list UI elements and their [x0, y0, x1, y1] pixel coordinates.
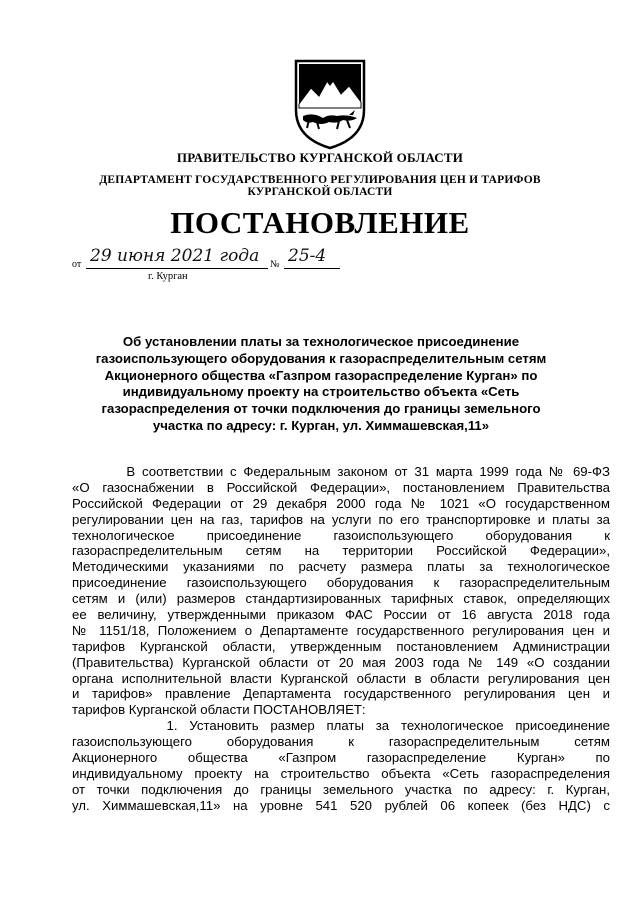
subject-line: газораспределения от точки подключения до границы земельного — [101, 401, 541, 417]
date-underline — [86, 268, 268, 269]
subject-line: индивидуальному проекту на строительство объекта «Сеть — [122, 384, 520, 400]
coat-of-arms-icon — [293, 58, 367, 150]
number-label: № — [270, 259, 280, 270]
document-type-title: ПОСТАНОВЛЕНИЕ — [170, 205, 470, 240]
body-line: № 1151/18, Положением о Департаменте государственного регулирования цен и — [72, 622, 610, 638]
handwritten-date: 29 июня 2021 года — [90, 246, 260, 266]
number-underline — [284, 268, 340, 269]
body-line: Российской Федерации от 29 декабря 2000 года № 1021 «О государственном — [72, 495, 610, 511]
subject-line: участка по адресу: г. Курган, ул. Химмашевская,11» — [152, 417, 490, 433]
document-body — [72, 464, 618, 814]
body-line: Методическими указаниями по расчету размера платы за технологическое — [72, 559, 610, 575]
body-line: газоиспользующего оборудования к газораспределительным сетям — [72, 734, 610, 750]
body-line: индивидуальному проекту на строительство объекта «Сеть газораспределения — [72, 765, 610, 781]
body-line: (Правительства) Курганской области от 20 мая 2003 года № 149 «О создании — [72, 654, 610, 670]
government-name: ПРАВИТЕЛЬСТВО КУРГАНСКОЙ ОБЛАСТИ — [176, 150, 464, 165]
date-number-line — [72, 246, 372, 286]
subject-line: Об установлении платы за технологическое присоединение — [122, 334, 520, 349]
body-line: органа исполнительной власти Курганской области в области регулирования цен — [72, 670, 610, 686]
body-line: газораспределительным сетям на территории Российской Федерации», — [72, 543, 610, 559]
city-label: г. Курган — [148, 271, 188, 282]
body-line: сетям и (или) размеров стандартизированных тарифных ставок, определяющих — [72, 591, 610, 607]
date-from-label: от — [72, 259, 82, 270]
document-subject — [72, 334, 570, 435]
body-line: ул. Химмашевская,11» на уровне 541 520 рублей 06 копеек (без НДС) с — [72, 797, 610, 813]
body-line: регулировании цен на газ, тарифов на услуги по его транспортировке и платы за — [72, 511, 610, 527]
body-line: технологическое присоединение газоиспользующего оборудования к — [72, 527, 610, 543]
handwritten-number: 25-4 — [288, 246, 327, 266]
body-line: и тарифов» правление Департамента государственного регулирования цен и — [72, 686, 610, 702]
body-line: тарифов Курганской области ПОСТАНОВЛЯЕТ: — [72, 702, 366, 718]
department-name-line2: КУРГАНСКОЙ ОБЛАСТИ — [247, 186, 393, 198]
body-line: «О газоснабжении в Российской Федерации», постановлением Правительства — [72, 479, 610, 495]
body-line: от точки подключения до границы земельного участка по адресу: г. Курган, — [72, 781, 610, 797]
subject-line: Акционерного общества «Газпром газораспределение Курган» по — [104, 367, 538, 383]
subject-line: газоиспользующего оборудования к газораспределительным сетям — [95, 350, 547, 366]
body-line: присоединение газоиспользующего оборудования к газораспределительным — [72, 575, 610, 591]
body-line: 1. Установить размер платы за технологическое присоединение — [72, 718, 610, 734]
body-line: ее величину, утвержденными приказом ФАС России от 16 августа 2018 года — [72, 607, 610, 623]
body-line: тарифов Курганской области, утвержденным постановлением Администрации — [72, 638, 610, 654]
body-line: Акционерного общества «Газпром газораспределение Курган» по — [72, 750, 610, 766]
body-line: В соответствии с Федеральным законом от 31 марта 1999 года № 69-ФЗ — [72, 464, 610, 479]
department-name-line1: ДЕПАРТАМЕНТ ГОСУДАРСТВЕННОГО РЕГУЛИРОВАНИЯ ЦЕН И ТАРИФОВ — [99, 174, 541, 186]
